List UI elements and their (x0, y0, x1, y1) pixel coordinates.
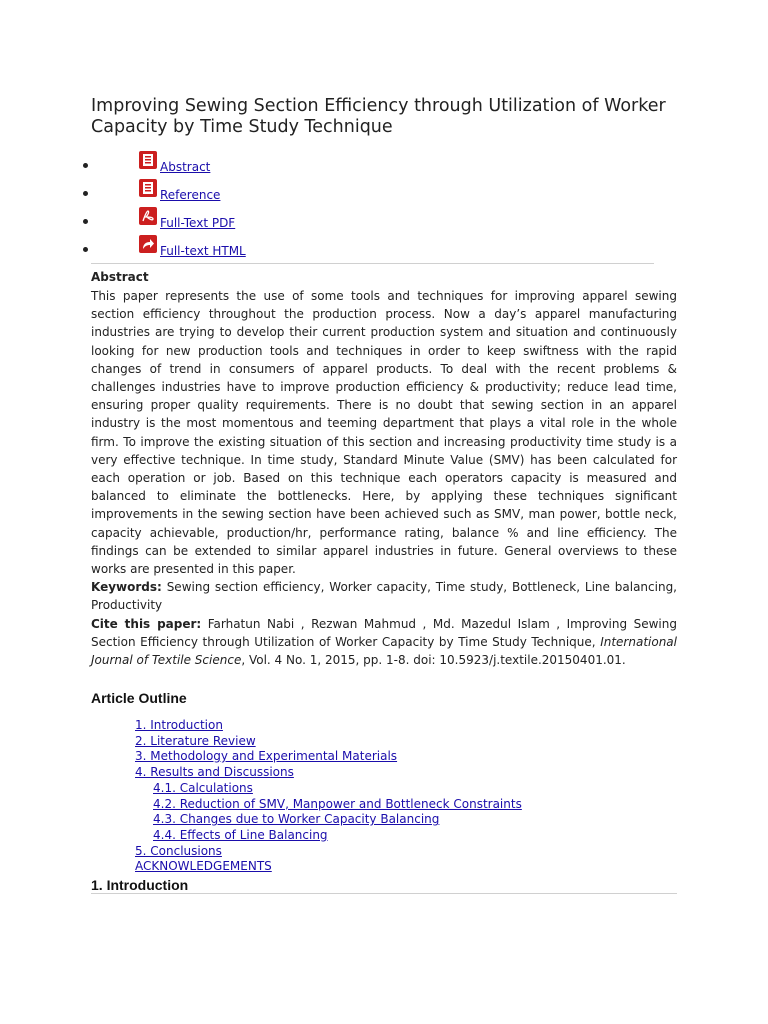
outline-item (135, 781, 522, 797)
outline-link-reduction-smv[interactable]: 4.2. Reduction of SMV, Manpower and Bottleneck Constraints (153, 796, 522, 811)
article-body (91, 287, 677, 669)
abstract-heading: Abstract (91, 270, 149, 284)
outline-item (135, 749, 522, 765)
cite-text: Farhatun Nabi , Rezwan Mahmud , Md. Mazedul Islam , Improving Sewing Section Efficiency through Utilization of Worker Capacity by Time Study Technique, (91, 616, 677, 649)
outline-link-acknowledgements[interactable]: ACKNOWLEDGEMENTS (135, 859, 272, 874)
bullet-icon (83, 247, 88, 252)
outline-item (135, 812, 522, 828)
outline-item (135, 718, 522, 734)
abstract-link[interactable]: Abstract (160, 160, 211, 174)
outline-link-changes-worker-capacity[interactable]: 4.3. Changes due to Worker Capacity Balancing (153, 812, 440, 827)
link-row-reference (80, 178, 380, 202)
cite-label: Cite this paper: (91, 616, 202, 631)
outline-link-introduction[interactable]: 1. Introduction (135, 718, 223, 732)
outline-link-results[interactable]: 4. Results and Discussions (135, 765, 294, 780)
article-title: Improving Sewing Section Efficiency through Utilization of Worker Capacity by Time Study Technique (91, 96, 666, 137)
link-row-abstract (80, 150, 380, 174)
cite-journal: International Journal of Textile Science (91, 634, 677, 668)
outline-link-methodology[interactable]: 3. Methodology and Experimental Materials (135, 749, 398, 764)
outline-item (135, 734, 522, 750)
outline-item (135, 797, 522, 813)
abstract-text: This paper represents the use of some tools and techniques for improving apparel sewing section efficiency throughout the production process. Now a day’s apparel manufacturing industries are trying to develop their current production system and situation and continuously looking for new production tools and techniques in order to keep swiftness with the rapid changes of trend in consumers of apparel products. To deal with the recent problems & challenges industries have to improve production efficiency & productivity; reduce lead time, ensuring proper quality requirements. There is no doubt that sewing section in an apparel industry is the most momentous and teeming department that plays a vital role in the whole firm. To improve the existing situation of this section and increasing productivity time study is a very effective technique. In time study, Standard Minute Value (SMV) has been calculated for each operation or job. Based on this technique each operators capacity is measured and balanced to eliminate the bottlenecks. Here, by applying these techniques significant improvements in the sewing section have been achieved such as SMV, man power, bottle neck, capacity achievable, production/hr, performance rating, balance % and line efficiency. The findings can be extended to similar apparel industries in future. General overviews to these works are presented in this paper. (91, 289, 677, 577)
link-row-pdf (80, 206, 380, 230)
outline-link-effects-line-balancing[interactable]: 4.4. Effects of Line Balancing (153, 827, 328, 842)
pdf-icon[interactable] (138, 206, 158, 226)
share-arrow-icon[interactable] (138, 234, 158, 254)
outline-link-literature-review[interactable]: 2. Literature Review (135, 733, 256, 748)
bullet-icon (83, 219, 88, 224)
reference-link[interactable]: Reference (160, 188, 221, 202)
document-icon[interactable] (138, 150, 158, 170)
outline-item (135, 859, 522, 875)
full-text-html-link[interactable]: Full-text HTML (160, 244, 246, 258)
divider (91, 893, 677, 894)
link-row-html (80, 234, 380, 258)
bullet-icon (83, 163, 88, 168)
section-heading-introduction: 1. Introduction (91, 877, 189, 893)
article-outline (135, 718, 522, 875)
outline-link-calculations[interactable]: 4.1. Calculations (153, 780, 253, 795)
article-outline-title: Article Outline (91, 690, 187, 706)
outline-item (135, 765, 522, 781)
outline-item (135, 844, 522, 860)
outline-link-conclusions[interactable]: 5. Conclusions (135, 843, 222, 858)
citation (91, 615, 677, 670)
bullet-icon (83, 191, 88, 196)
cite-text-after: , Vol. 4 No. 1, 2015, pp. 1-8. doi: 10.5923/j.textile.20150401.01. (241, 653, 626, 668)
full-text-pdf-link[interactable]: Full-Text PDF (160, 216, 236, 230)
keywords-label: Keywords: (91, 580, 162, 595)
keywords (91, 578, 677, 614)
outline-item (135, 828, 522, 844)
keywords-text: Sewing section efficiency, Worker capacity, Time study, Bottleneck, Line balancing, Productivity (91, 580, 677, 613)
divider (91, 263, 654, 264)
document-icon[interactable] (138, 178, 158, 198)
